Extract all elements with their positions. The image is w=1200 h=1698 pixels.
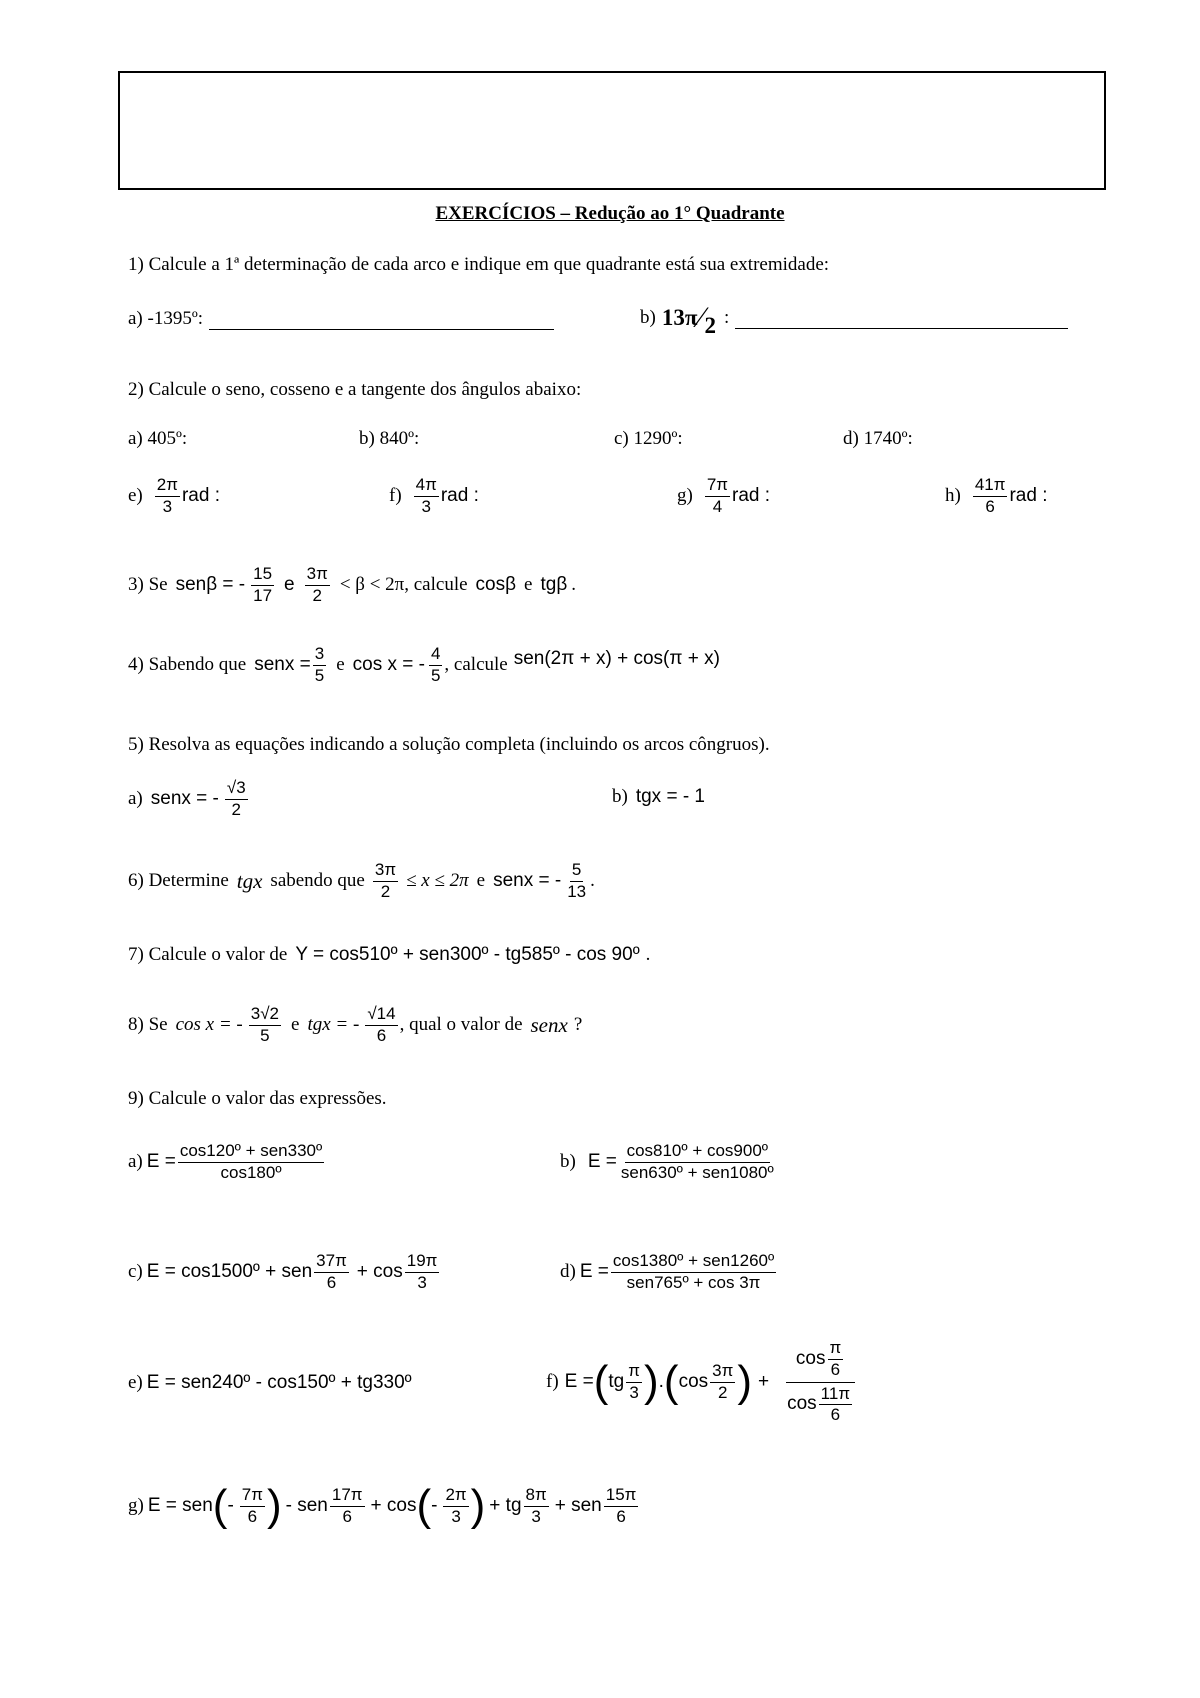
q3-e: e — [284, 574, 295, 595]
q3-frac2: $\frac{3\pi}{2}$ — [306, 563, 328, 605]
q1-b-colon: : — [723, 307, 730, 328]
q8-e: e — [291, 1014, 300, 1035]
q6-ineq: ≤ x ≤ 2π — [406, 870, 469, 891]
q2-h-frac: $\frac{41\pi}{6}$ — [974, 474, 1006, 516]
q4-prefix: 4) Sabendo que — [128, 654, 247, 675]
q6-frac1: $\frac{3\pi}{2}$ — [374, 859, 397, 901]
q1-b-den: 2 — [704, 313, 716, 338]
q6 — [128, 850, 595, 912]
q9-a-frac: $\frac{\text{cos120º + sen330º}}{\text{cos180º}}$ — [179, 1140, 323, 1182]
q9-g-rparen1: ) — [266, 1481, 282, 1530]
q9-f-bot-cos: cos — [787, 1393, 817, 1415]
q9-c-plus: + cos — [356, 1261, 403, 1282]
q3 — [128, 554, 576, 616]
q5-b-expr: tgx = - 1 — [635, 786, 705, 807]
q4-frac2: $\frac{4}{5}$ — [430, 643, 441, 685]
q9-f-rparen1: ) — [643, 1357, 659, 1406]
q9-c — [128, 1240, 441, 1304]
q1-b-num: 13π — [661, 305, 698, 330]
q9-e-expr: E = sen240º - cos150º + tg330º — [146, 1372, 412, 1393]
q6-tgx: tgx — [236, 868, 263, 893]
q9-c-frac2: $\frac{19\pi}{3}$ — [406, 1250, 438, 1292]
q2-d: d) 1740º: — [843, 428, 913, 449]
q9-a — [128, 1130, 326, 1194]
q6-senx: senx = - — [493, 870, 562, 891]
q8 — [128, 994, 582, 1056]
q2-g-label: g) — [677, 485, 693, 506]
q9-g-minus3: - — [431, 1495, 438, 1516]
q8-frac1: $\frac{3√2}{5}$ — [250, 1003, 279, 1045]
q1-a — [128, 302, 554, 336]
q5-a-expr: senx = - — [150, 788, 219, 809]
q4-expr: sen(2π + x) + cos(π + x) — [513, 648, 720, 669]
q9-f-frac2: $\frac{3\pi}{2}$ — [712, 1360, 734, 1402]
q9-g-t4: + tg — [489, 1495, 522, 1516]
q5-text: 5) Resolva as equações indicando a solução completa (incluindo os arcos côngruos). — [128, 734, 770, 755]
q9-f-cos: cos — [678, 1371, 709, 1392]
q9-c-lhs: E = cos1500º + sen — [146, 1261, 313, 1282]
q1-b — [640, 296, 1068, 340]
q2-e — [128, 468, 220, 524]
q3-tg: tgβ — [540, 574, 568, 595]
q8-tgx: tgx = - — [307, 1014, 360, 1035]
q4 — [128, 634, 720, 696]
q2-g-rad: rad : — [732, 485, 771, 506]
q9-f-lhs: E = — [564, 1371, 594, 1392]
q3-frac1: $\frac{15}{17}$ — [253, 563, 273, 605]
q9-g-frac4: $\frac{8\pi}{3}$ — [525, 1484, 547, 1526]
q5-a — [128, 768, 250, 830]
q5-a-frac: $\frac{√3}{2}$ — [226, 777, 246, 819]
q7-end: . — [645, 944, 651, 965]
q4-cosx: cos x = - — [352, 654, 425, 675]
q9-c-frac1: $\frac{37\pi}{6}$ — [316, 1250, 347, 1292]
q9-f-dot: . — [658, 1371, 664, 1392]
q3-e2: e — [524, 574, 533, 595]
q9-g-frac3: $\frac{2\pi}{3}$ — [445, 1484, 467, 1526]
q9-e — [128, 1368, 412, 1398]
q8-prefix: 8) Se — [128, 1014, 168, 1035]
q5-a-label: a) — [128, 788, 143, 809]
q8-cosx: cos x = - — [175, 1014, 243, 1035]
q6-e: e — [476, 870, 486, 891]
q9-d — [560, 1240, 778, 1304]
q9-f-lparen1: ( — [593, 1357, 609, 1406]
q1-a-blank — [209, 309, 554, 330]
q2-e-frac: $\frac{2\pi}{3}$ — [156, 474, 178, 516]
q9-g-label: g) — [128, 1495, 144, 1516]
q4-senx: senx = — [254, 654, 311, 675]
q9-g-frac5: $\frac{15\pi}{6}$ — [605, 1484, 637, 1526]
q2-f-frac: $\frac{4\pi}{3}$ — [415, 474, 437, 516]
q6-frac2: $\frac{5}{13}$ — [567, 859, 587, 901]
q1-b-label: b) — [640, 307, 656, 328]
q9-f-lparen2: ( — [663, 1357, 679, 1406]
q9-g-t2: - sen — [285, 1495, 328, 1516]
page-title: EXERCÍCIOS – Redução ao 1° Quadrante — [435, 203, 785, 224]
q9-f — [546, 1330, 866, 1434]
q1-text: 1) Calcule a 1ª determinação de cada arco e indique em que quadrante está sua extremidade: — [128, 254, 830, 275]
q2-c: c) 1290º: — [614, 428, 683, 449]
q9-d-frac: $\frac{\text{cos1380º + sen1260º}}{\text{sen765º + cos 3π}}$ — [612, 1250, 775, 1292]
q9-g-t3: + cos — [370, 1495, 417, 1516]
q4-frac1: $\frac{3}{5}$ — [314, 643, 325, 685]
q9-f-frac1: $\frac{\pi}{3}$ — [628, 1360, 640, 1402]
q2-h — [945, 468, 1048, 524]
q9-f-top-cos: cos — [795, 1347, 826, 1369]
q8-frac2: $\frac{√14}{6}$ — [367, 1003, 396, 1045]
q9-g-lhs: E = sen — [147, 1495, 213, 1516]
q8-senx: senx — [530, 1012, 568, 1037]
q9-d-label: d) — [560, 1261, 576, 1282]
q9-b-frac: $\frac{\text{cos810º + cos900º}}{\text{sen630º + sen1080º}}$ — [620, 1140, 774, 1182]
q2-f — [389, 468, 479, 524]
q2-h-rad: rad : — [1009, 485, 1048, 506]
q7-expr: Y = cos510º + sen300º - tg585º - cos 90º — [295, 944, 640, 965]
q9-f-plus: + — [757, 1371, 770, 1392]
q9-d-lhs: E = — [579, 1261, 609, 1282]
q9-e-label: e) — [128, 1372, 143, 1393]
q9-f-bot-frac: $\frac{11\pi}{6}$ — [820, 1383, 851, 1425]
q4-calc: , calcule — [444, 654, 508, 675]
q2-h-label: h) — [945, 485, 961, 506]
q9-f-label: f) — [546, 1371, 559, 1392]
header-box — [118, 71, 1106, 190]
q9-c-label: c) — [128, 1261, 143, 1282]
q9-g-frac1: $\frac{7\pi}{6}$ — [241, 1484, 263, 1526]
q5-b-label: b) — [612, 786, 628, 807]
q7-prefix: 7) Calcule o valor de — [128, 944, 288, 965]
q9-g — [128, 1474, 640, 1538]
q9-g-t5: + sen — [554, 1495, 602, 1516]
q6-prefix: 6) Determine — [128, 870, 229, 891]
q9-a-label: a) — [128, 1151, 143, 1172]
q2-f-rad: rad : — [440, 485, 479, 506]
q9-g-rparen3: ) — [470, 1481, 486, 1530]
q2-g — [677, 468, 770, 524]
q9-b-lhs: E = — [587, 1151, 617, 1172]
q9-g-minus1: - — [227, 1495, 234, 1516]
q2-e-label: e) — [128, 485, 143, 506]
q5-b — [612, 782, 705, 812]
q9-f-tg: tg — [608, 1371, 625, 1392]
q2-text: 2) Calcule o seno, cosseno e a tangente dos ângulos abaixo: — [128, 379, 582, 400]
q3-expr: senβ = - — [175, 574, 246, 595]
q9-text: 9) Calcule o valor das expressões. — [128, 1088, 387, 1109]
q2-g-frac: $\frac{7\pi}{4}$ — [706, 474, 729, 516]
q9-f-bigfrac — [777, 1339, 864, 1425]
q3-rest: < β < 2π, calcule — [339, 574, 468, 595]
q2-e-rad: rad : — [181, 485, 220, 506]
q3-prefix: 3) Se — [128, 574, 168, 595]
q9-g-lparen3: ( — [416, 1481, 432, 1530]
q4-e: e — [336, 654, 345, 675]
q9-a-lhs: E = — [146, 1151, 176, 1172]
q3-end: . — [571, 574, 577, 595]
q1-a-label: a) -1395º: — [128, 308, 204, 329]
q1-b-slash: ⁄ — [698, 301, 704, 334]
q6-mid: sabendo que — [270, 870, 365, 891]
q3-cos: cosβ — [475, 574, 517, 595]
q1-b-blank — [735, 308, 1068, 329]
q9-g-lparen1: ( — [212, 1481, 228, 1530]
q2-f-label: f) — [389, 485, 402, 506]
q9-b-label: b) — [560, 1151, 576, 1172]
q8-end: ? — [573, 1014, 583, 1035]
q8-mid: , qual o valor de — [399, 1014, 523, 1035]
q9-g-frac2: $\frac{17\pi}{6}$ — [331, 1484, 363, 1526]
q9-b — [560, 1130, 778, 1194]
q7 — [128, 940, 650, 970]
q9-f-rparen2: ) — [737, 1357, 752, 1406]
q2-b: b) 840º: — [359, 428, 420, 449]
q2-a: a) 405º: — [128, 428, 188, 449]
q9-f-top-frac: $\frac{\pi}{6}$ — [829, 1338, 842, 1379]
q6-end: . — [590, 870, 595, 891]
